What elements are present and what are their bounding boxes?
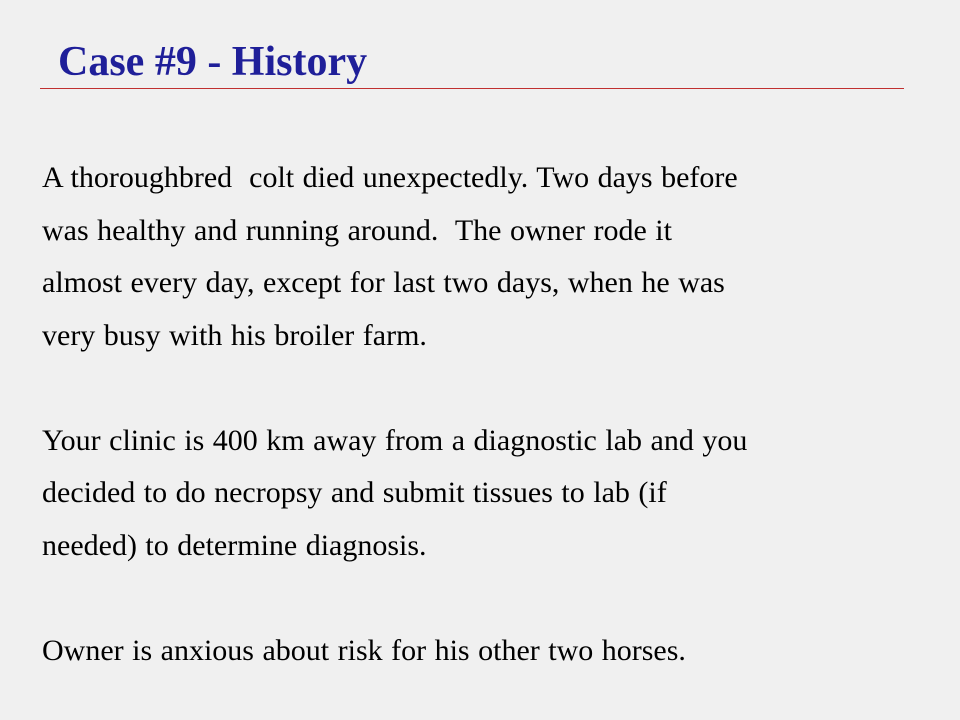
- paragraph-clinic: [42, 415, 922, 573]
- title-underline: [40, 88, 904, 89]
- text-line: was healthy and running around. The owner rode it: [42, 213, 672, 247]
- paragraph-spacer: [42, 572, 922, 625]
- text-line: A thoroughbred colt died unexpectedly. Two days before: [42, 161, 738, 194]
- paragraph-spacer: [42, 362, 922, 415]
- slide-body: [42, 152, 922, 677]
- paragraph-history: [42, 152, 922, 362]
- paragraph-owner: [42, 625, 922, 678]
- text-line: needed) to determine diagnosis.: [42, 528, 427, 562]
- text-line: almost every day, except for last two days, when he was: [42, 266, 725, 299]
- text-line: decided to do necropsy and submit tissues to lab (if: [42, 476, 667, 509]
- text-line: Owner is anxious about risk for his other two horses.: [42, 633, 686, 667]
- text-line: Your clinic is 400 km away from a diagnostic lab and you: [42, 423, 748, 457]
- text-line: very busy with his broiler farm.: [42, 318, 427, 352]
- slide-title: Case #9 - History: [58, 39, 368, 85]
